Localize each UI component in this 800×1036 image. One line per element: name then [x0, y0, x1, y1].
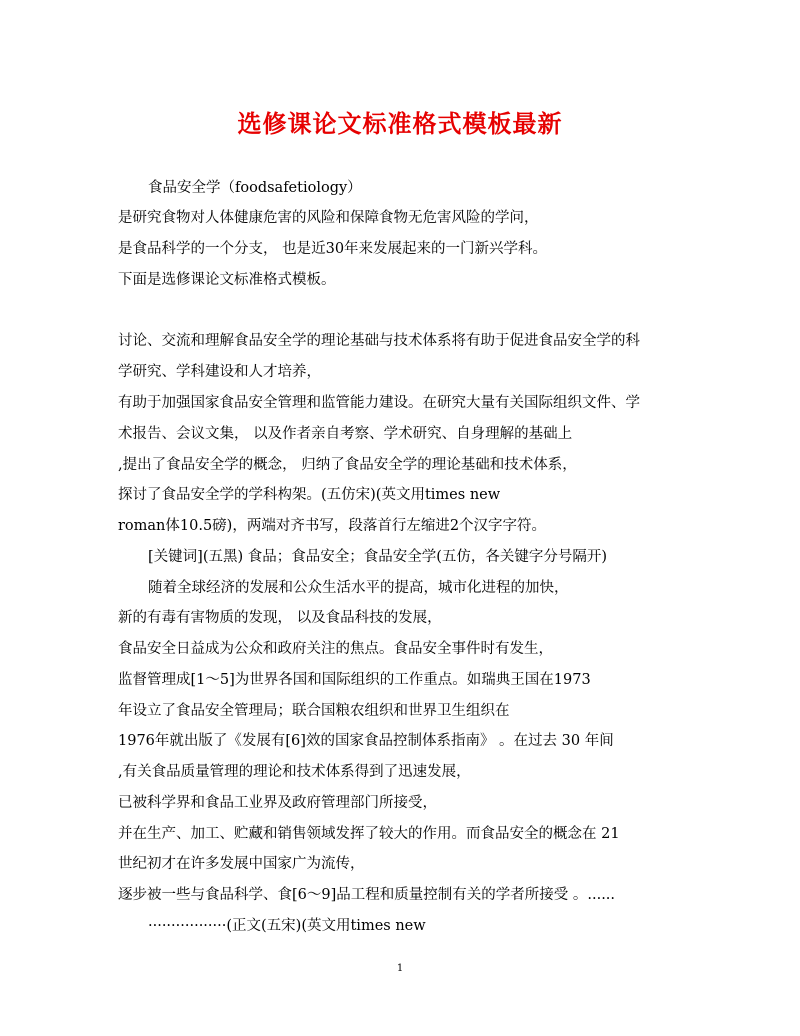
paragraph-line: 有助于加强国家食品安全管理和监管能力建设。在研究大量有关国际组织文件、学 — [118, 395, 640, 411]
paragraph-line: 监督管理成[1～5]为世界各国和国际组织的工作重点。如瑞典王国在1973 — [118, 672, 591, 688]
paragraph-line: 食品安全学（foodsafetiology） — [148, 180, 362, 196]
paragraph-line: 讨论、交流和理解食品安全学的理论基础与技术体系将有助于促进食品安全学的科 — [118, 333, 640, 349]
paragraph-line: 术报告、会议文集， 以及作者亲自考察、学术研究、自身理解的基础上 — [118, 426, 573, 442]
paragraph-line: roman体10.5磅)，两端对齐书写，段落首行左缩进2个汉字字符。 — [118, 518, 547, 534]
paragraph-line: 1976年就出版了《发展有[6]效的国家食品控制体系指南》 。在过去 30 年间 — [118, 733, 614, 749]
keywords-line: [关键词](五黑) 食品；食品安全；食品安全学(五仿，各关键字分号隔开) — [148, 549, 608, 565]
paragraph-line: 新的有毒有害物质的发现， 以及食品科技的发展， — [118, 610, 442, 626]
paragraph-line: 逐步被一些与食品科学、食[6～9]品工程和质量控制有关的学者所接受 。...... — [118, 887, 616, 903]
paragraph-line: 学研究、学科建设和人才培养， — [118, 364, 321, 380]
paragraph-line: ,提出了食品安全学的概念， 归纳了食品安全学的理论基础和技术体系， — [118, 457, 577, 473]
paragraph-line: 年设立了食品安全管理局；联合国粮农组织和世界卫生组织在 — [118, 703, 510, 719]
paragraph-line: 下面是选修课论文标准格式模板。 — [118, 272, 336, 288]
paragraph-line: 已被科学界和食品工业界及政府管理部门所接受， — [118, 795, 437, 811]
page-number: 1 — [396, 963, 404, 974]
paragraph-line: 世纪初才在许多发展中国家广为流传， — [118, 856, 365, 872]
paragraph-line: 探讨了食品安全学的学科构架。(五仿宋)(英文用times new — [118, 487, 501, 503]
paragraph-line: 是食品科学的一个分支， 也是近30年来发展起来的一门新兴学科。 — [118, 241, 548, 257]
paragraph-line: ,有关食品质量管理的理论和技术体系得到了迅速发展， — [118, 764, 471, 780]
document-title: 选修课论文标准格式模板最新 — [237, 109, 563, 138]
paragraph-line: 食品安全日益成为公众和政府关注的焦点。食品安全事件时有发生， — [118, 641, 553, 657]
paragraph-line: 并在生产、加工、贮藏和销售领域发挥了较大的作用。而食品安全的概念在 21 — [118, 826, 620, 842]
paragraph-line: ·················(正文(五宋)(英文用times new — [148, 918, 426, 934]
paragraph-line: 是研究食物对人体健康危害的风险和保障食物无危害风险的学问， — [118, 210, 539, 226]
paragraph-line: 随着全球经济的发展和公众生活水平的提高，城市化进程的加快， — [148, 580, 569, 596]
